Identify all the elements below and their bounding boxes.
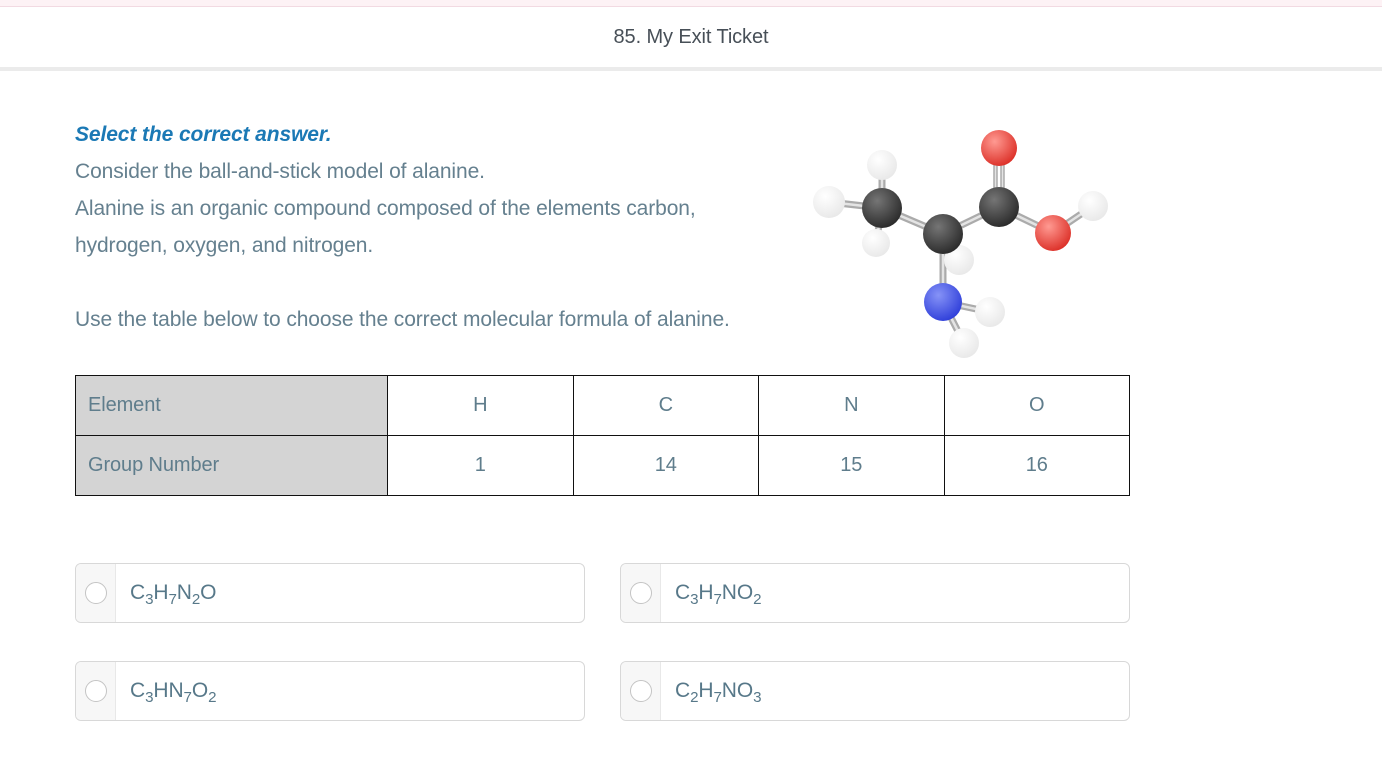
answer-formula: C 3 H 7 N 2 O [130,581,217,609]
atom-c-C1 [862,188,902,228]
question-text: Alanine is an organic compound composed of the elements carbon, hydrogen, oxygen, and nitrogen. [75,197,696,257]
answer-option-C3H7N2O[interactable] [75,563,585,623]
table-row-label: Element [76,376,388,436]
table-row [76,376,1130,436]
atom-h-H3 [862,229,890,257]
table-cell: N [759,376,945,436]
radio-button[interactable] [85,582,107,604]
page-title: 85. My Exit Ticket [613,26,769,48]
table-row [76,436,1130,496]
atom-n-N1 [924,283,962,321]
answer-options [75,563,1130,721]
table-cell: 15 [759,436,945,496]
answer-option-C3H7NO2[interactable] [620,563,1130,623]
radio-strip [76,662,116,720]
radio-button[interactable] [630,582,652,604]
table-cell: 14 [573,436,759,496]
top-accent-bar [0,0,1382,7]
radio-button[interactable] [630,680,652,702]
answer-formula: C 3 H N 7 O 2 [130,679,217,707]
radio-strip [621,662,661,720]
element-group-table [75,375,1130,496]
atom-h-H1 [867,150,897,180]
atom-h-H2 [813,186,845,218]
table-cell: C [573,376,759,436]
table-cell: 16 [944,436,1130,496]
atom-o-O1 [981,130,1017,166]
table-row-label: Group Number [76,436,388,496]
question-prompt: Select the correct answer. [75,123,332,146]
question-text: Use the table below to choose the correct molecular formula of alanine. [75,308,730,331]
radio-strip [76,564,116,622]
header [0,8,1382,67]
table-cell: 1 [388,436,574,496]
atom-h-H7 [949,328,979,358]
answer-formula: C 3 H 7 N O 2 [675,581,762,609]
atom-h-H5 [1078,191,1108,221]
radio-button[interactable] [85,680,107,702]
atom-h-H6 [975,297,1005,327]
atom-c-C3 [979,187,1019,227]
radio-strip [621,564,661,622]
header-divider [0,67,1382,71]
answer-option-C3HN7O2[interactable] [75,661,585,721]
answer-formula: C 2 H 7 N O 3 [675,679,762,707]
atom-o-O2 [1035,215,1071,251]
alanine-ball-and-stick-image [792,95,1137,370]
question-text: Consider the ball-and-stick model of alanine. [75,160,485,183]
answer-option-C2H7NO3[interactable] [620,661,1130,721]
atom-c-C2 [923,214,963,254]
table-cell: H [388,376,574,436]
question-block [75,116,780,338]
table-cell: O [944,376,1130,436]
